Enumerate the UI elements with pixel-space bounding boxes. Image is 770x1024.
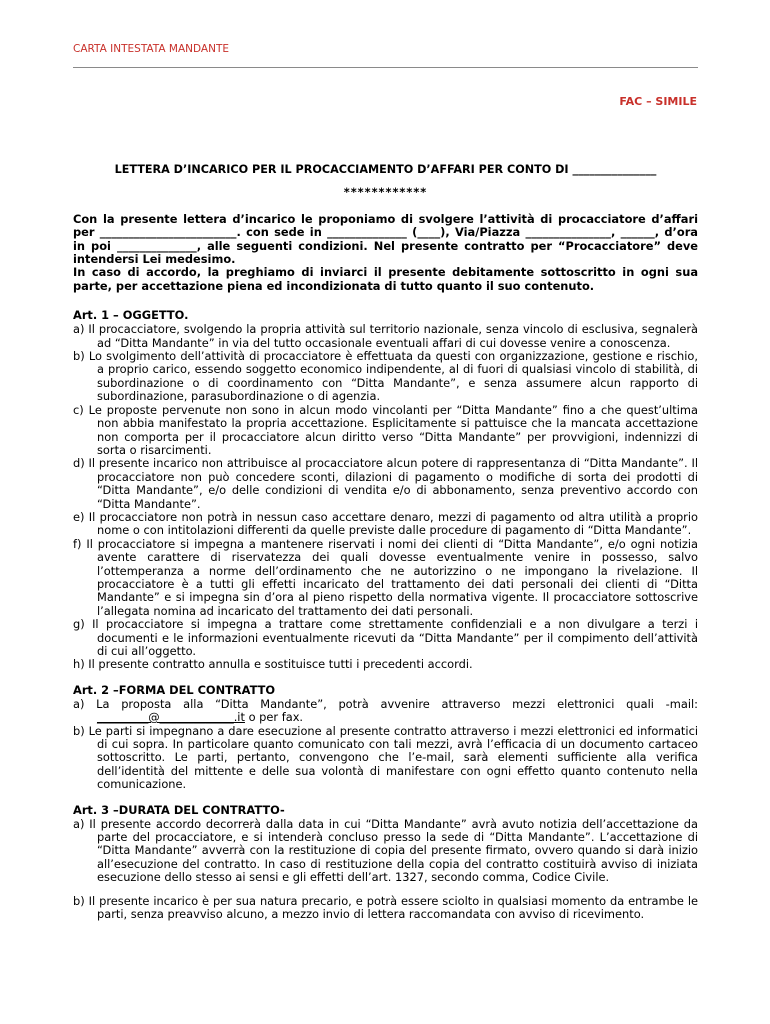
- intro-paragraph: Con la presente lettera d’incarico le proponiamo di svolgere l’attività di procacciatore d’affari per ________________________. con sede in ______________ (____), Via/Piazza _______________, ______, d’ora in poi ______________, alle seguenti condizioni. Nel presente contratto per “Procacciatore” deve intendersi Lei medesimo.: [73, 211, 698, 267]
- art1-item-c: c) Le proposte pervenute non sono in alcun modo vincolanti per “Ditta Mandante” fino a che quest’ultima non abbia manifestato la propria accettazione. Esplicitamente si pattuisce che la mancata accettazione non comporta per il procacciatore alcun diritto verso “Ditta Mandante” per provvigioni, indennizzi di sorta o risarcimenti.: [73, 402, 698, 457]
- art1-list: [73, 323, 698, 672]
- intro-section: [73, 213, 698, 293]
- art2-item-b: b) Le parti si impegnano a dare esecuzione al presente contratto attraverso i mezzi elettronici ed informatici di cui sopra. In particolare quanto comunicato con tali mezzi, avrà l’efficacia di un documento cartaceo sottoscritto. Le parti, pertanto, convengono che l’e-mail, sarà elementi sufficiente alla verifica dell’identità del mittente e delle sua volontà di manifestare con ogni effetto quanto contenuto nella comunicazione.: [73, 723, 698, 792]
- art1-item-b: b) Lo svolgimento dell’attività di procacciatore è effettuata da questi con organizzazione, gestione e rischio, a proprio carico, essendo soggetto economico indipendente, al di fuori di qualsiasi vincolo di stabilità, di subordinazione o di coordinamento con “Ditta Mandante”, e senza assumere alcun rapporto di subordinazione, parasubordinazione o di agenzia.: [73, 349, 698, 404]
- intro-paragraph: In caso di accordo, la preghiamo di inviarci il presente debitamente sottoscritto in ogni sua parte, per accettazione piena ed incondizionata di tutto quanto il suo contenuto.: [73, 265, 698, 293]
- art1-item-f: f) Il procacciatore si impegna a mantenere riservati i nomi dei clienti di “Ditta Mandante”, e/o ogni notizia avente carattere di riservatezza dei quali dovesse eventualmente venire in possesso, salvo l’ottemperanza a norme dell’ordinamento che ne autorizzino o ne impongano la rivelazione. Il procacciatore è a tutti gli effetti incaricato del trattamento dei dati personali dei clienti di “Ditta Mandante” e si impegna sin d’ora al pieno rispetto della normativa vigente. Il procacciatore sottoscrive l’allegata nomina ad incaricato del trattamento dei dati personali.: [73, 536, 698, 618]
- art2-item-a-text: a) La proposta alla “Ditta Mandante”, potrà avvenire attraverso mezzi elettronici quali -mail:: [73, 696, 698, 711]
- document-title: LETTERA D’INCARICO PER IL PROCACCIAMENTO D’AFFARI PER CONTO DI _______________: [114, 163, 657, 176]
- separator-stars: ************: [343, 185, 428, 200]
- art2-list: [73, 698, 698, 792]
- art1-item-a: a) Il procacciatore, svolgendo la propria attività sul territorio nazionale, senza vincolo di esclusiva, segnalerà ad “Ditta Mandante” in via del tutto occasionale eventuali affari di cui dovesse venire a conoscenza.: [73, 322, 698, 350]
- header-divider: [73, 67, 698, 68]
- art3-list: [73, 818, 698, 922]
- art2-item-a: [73, 698, 698, 725]
- art2-heading: Art. 2 –FORMA DEL CONTRATTO: [73, 682, 276, 697]
- art3-item-a: a) Il presente accordo decorrerà dalla data in cui “Ditta Mandante” avrà avuto notizia dell’accettazione da parte del procacciatore, e si intenderà concluso presso la sede di “Ditta Mandante”. L’accettazione di “Ditta Mandante” avverrà con la restituzione di copia del presente firmato, ovvero quando si darà inizio all’esecuzione del contratto. In caso di restituzione della copia del contratto costituirà avviso di iniziata esecuzione dello stesso ai sensi e gli effetti dell’art. 1327, secondo comma, Codice Civile.: [73, 816, 698, 885]
- document-body: [73, 163, 698, 922]
- art1-heading: Art. 1 – OGGETTO.: [73, 308, 189, 323]
- letterhead: CARTA INTESTATA MANDANTE: [73, 43, 229, 55]
- art1-item-g: g) Il procacciatore si impegna a trattare come strettamente confidenziali e a non divulgare a terzi i documenti e le informazioni eventualmente ricevuti da “Ditta Mandante” per il compimento dell’attività di cui all’oggetto.: [73, 617, 698, 658]
- art2-item-a-tail: o per fax.: [244, 710, 304, 725]
- art1-item-d: d) Il presente incarico non attribuisce al procacciatore alcun potere di rappresentanza di “Ditta Mandante”. Il procacciatore non può concedere sconti, dilazioni di pagamento o modifiche di sorta dei prodotti di “Ditta Mandante”, e/o delle condizioni di vendita e/o di abbonamento, senza preventivo accordo con “Ditta Mandante”.: [73, 456, 698, 511]
- fac-simile-label: FAC – SIMILE: [619, 95, 697, 108]
- art3-item-b: b) Il presente incarico è per sua natura precario, e potrà essere sciolto in qualsiasi momento da entrambe le parti, senza preavviso alcuno, a mezzo invio di lettera raccomandata con avviso di ricevimento.: [73, 893, 698, 922]
- art1-item-e: e) Il procacciatore non potrà in nessun caso accettare denaro, mezzi di pagamento od altra utilità a proprio nome o con intitolazioni differenti da quelle previste dalle procedure di pagamento di “Ditta Mandante”.: [73, 509, 698, 538]
- email-placeholder: _________@_____________.it: [97, 710, 245, 725]
- art1-item-h: h) Il presente contratto annulla e sostituisce tutti i precedenti accordi.: [73, 657, 473, 672]
- art3-heading: Art. 3 –DURATA DEL CONTRATTO-: [73, 802, 285, 817]
